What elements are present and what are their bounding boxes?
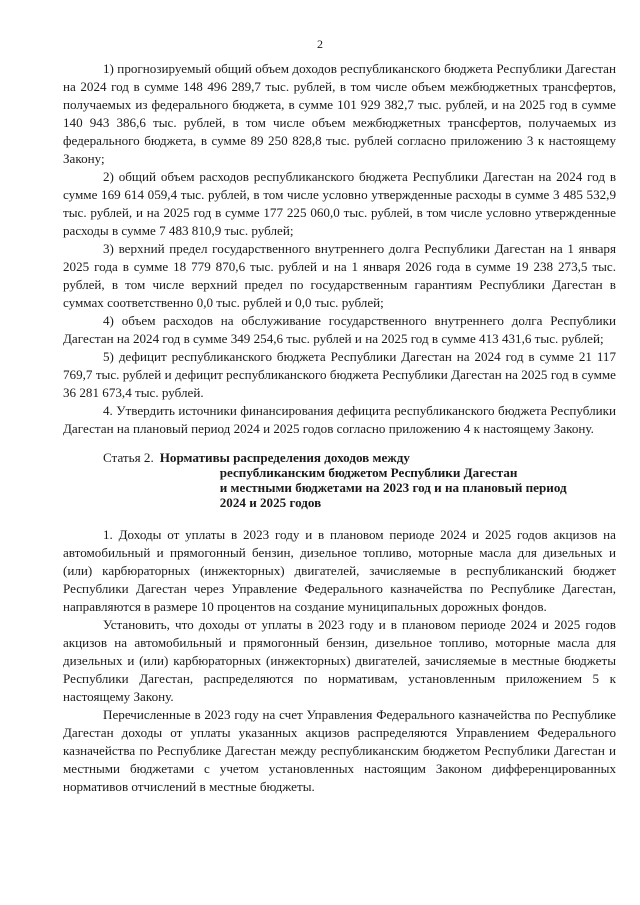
paragraph-article2-1: 1. Доходы от уплаты в 2023 году и в плановом периоде 2024 и 2025 годов акцизов на автомобильный и прямогонный бензин, дизельное топливо, моторные масла для дизельных и (или) карбюраторных (инжекторных) двигателей, зачисляемые в республиканский бюджет Республики Дагестан через Управление Федерального казначейства по Республике Дагестан, направляются в размере 10 процентов на создание муниципальных дорожных фондов. [63,527,616,614]
article-title-line: республиканским бюджетом Республики Дагестан [219,465,518,480]
document-body [63,60,616,796]
article-heading [63,450,616,510]
article-label: Статья 2. [103,450,154,465]
paragraph-part-4: 4. Утвердить источники финансирования дефицита республиканского бюджета Республики Дагестан на плановый период 2024 и 2025 годов согласно приложению 4 к настоящему Закону. [63,403,616,436]
paragraph-item-3: 3) верхний предел государственного внутреннего долга Республики Дагестан на 1 января 2025 года в сумме 18 779 870,6 тыс. рублей и на 1 января 2026 года в сумме 19 238 273,5 тыс. рублей, в том числе верхний предел по государственным гарантиям Республики Дагестан в суммах соответственно 0,0 тыс. рублей и 0,0 тыс. рублей; [63,241,616,310]
article-title-line: 2024 и 2025 годов [219,495,322,510]
paragraph-item-2: 2) общий объем расходов республиканского бюджета Республики Дагестан на 2024 год в сумме 169 614 059,4 тыс. рублей, в том числе условно утвержденные расходы в сумме 3 485 532,9 тыс. рублей, и на 2025 год в сумме 177 225 060,0 тыс. рублей, в том числе условно утвержденные расходы в сумме 7 483 810,9 тыс. рублей; [63,169,616,238]
paragraph-item-4: 4) объем расходов на обслуживание государственного внутреннего долга Республики Дагестан на 2024 год в сумме 349 254,6 тыс. рублей и на 2025 год в сумме 413 431,6 тыс. рублей; [63,313,616,346]
paragraph-item-1: 1) прогнозируемый общий объем доходов республиканского бюджета Республики Дагестан на 2024 год в сумме 148 496 289,7 тыс. рублей, в том числе объем межбюджетных трансфертов, получаемых из федерального бюджета, в сумме 101 929 382,7 тыс. рублей, и на 2025 год в сумме 140 943 386,6 тыс. рублей, в том числе объем межбюджетных трансфертов, получаемых из федерального бюджета, в сумме 89 250 828,8 тыс. рублей согласно приложению 3 к настоящему Закону; [63,61,616,166]
paragraph-article2-3: Перечисленные в 2023 году на счет Управления Федерального казначейства по Республике Дагестан доходы от уплаты указанных акцизов распределяются Управлением Федерального казначейства по Республике Дагестан между республиканским бюджетом Республики Дагестан и местными бюджетами с учетом установленных настоящим Законом дифференцированных нормативов отчислений в местные бюджеты. [63,707,616,794]
article-title-line: и местными бюджетами на 2023 год и на плановый период [219,480,567,495]
article-title-line: Нормативы распределения доходов между [159,450,410,465]
page-number: 2 [317,37,323,51]
paragraph-article2-2: Установить, что доходы от уплаты в 2023 году и в плановом периоде 2024 и 2025 годов акцизов на автомобильный и прямогонный бензин, дизельное топливо, моторные масла для дизельных и (или) карбюраторных (инжекторных) двигателей, зачисляемые в местные бюджеты Республики Дагестан, распределяются по нормативам, установленным приложением 5 к настоящему Закону. [63,617,616,704]
article-title [160,450,567,510]
paragraph-item-5: 5) дефицит республиканского бюджета Республики Дагестан на 2024 год в сумме 21 117 769,7 тыс. рублей и дефицит республиканского бюджета Республики Дагестан на 2025 год в сумме 36 281 673,4 тыс. рублей. [63,349,616,400]
